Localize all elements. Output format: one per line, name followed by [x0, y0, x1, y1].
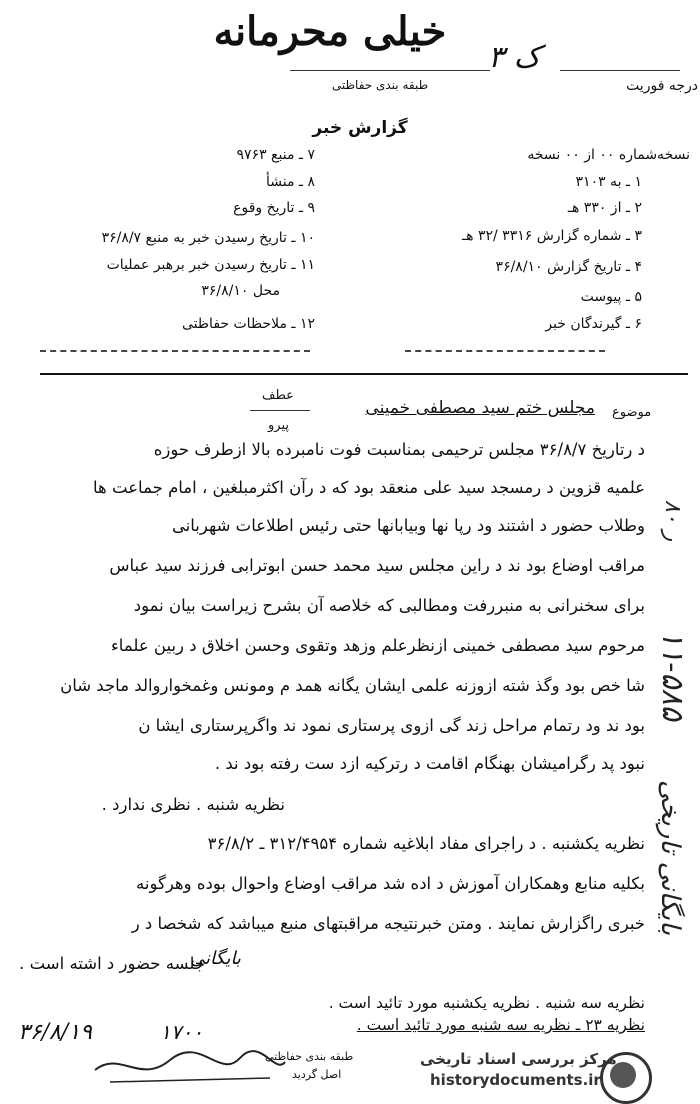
opinion-line: خبری راگزارش نمایند . ومتن خبرنتیجه مراقبتهای منبع میباشد که شخصا د ر — [131, 914, 645, 933]
report-title: گزارش خبر — [312, 118, 408, 138]
field-origin: ۸ ـ منشأ — [265, 174, 315, 190]
document-title: خیلی محرمانه — [213, 8, 447, 55]
body-line: مرحوم سید مصطفی خمینی ازنظرعلم وزهد وتقوی وحسن اخلاق د ربین علماء — [111, 636, 645, 655]
opinion-saturday: نظریه شنبه . نظری ندارد . — [101, 795, 285, 814]
field-security-notes: ۱۲ ـ ملاحظات حفاظتی — [182, 316, 315, 332]
field-attachment: ۵ ـ پیوست — [580, 289, 642, 305]
signature-scribble — [90, 1040, 290, 1090]
handnote-left: ۱۷۰۰ — [160, 1020, 203, 1044]
opinion-line: بکلیه منابع وهمکاران آموزش د اده شد مراقب اوضاع واحوال بوده وهرگونه — [136, 874, 645, 893]
body-line: علمیه قزوین د رمسجد سید علی منعقد بود که د رآن اکثرمبلغین ، امام جماعت ها — [93, 478, 645, 497]
field-report-number: ۳ ـ شماره گزارش ۳۳۱۶ /۳۲ هـ — [462, 228, 642, 244]
header-divider — [40, 373, 688, 375]
body-line: برای سخنرانی به منبررفت ومطالبی که خلاصه آن بشرح زیراست بیان نمود — [133, 596, 645, 615]
field-copy-number: نسخه‌شماره ۰۰ از ۰۰ نسخه — [527, 147, 690, 163]
subject-ref-peyro: پیرو — [268, 418, 289, 433]
field-source: ۷ ـ منبع ۹۷۶۳ — [236, 147, 315, 163]
field-event-date: ۹ ـ تاریخ وقوع — [233, 200, 315, 216]
opinion-sunday: نظریه یکشنبه . د راجرای مفاد ابلاغیه شماره ۳۱۲/۴۹۵۴ ـ ۳۶/۸/۲ — [207, 834, 645, 853]
signature-date: ۳۶/۸/۱۹ — [18, 1020, 92, 1045]
header-divider-dashed — [40, 350, 310, 352]
body-line: مراقب اوضاع بود ند د راین مجلس سید محمد حسن ابوترابی فرزند سید عباس — [109, 556, 645, 575]
field-recipients: ۶ ـ گیرندگان خبر — [545, 316, 642, 332]
field-date-received-leader: ۱۱ ـ تاریخ رسیدن خبر برهبر عملیات — [106, 257, 315, 273]
footer-seal-caption: اصل گردید — [292, 1068, 342, 1081]
margin-vertical-note: بایگانی تاریخی — [655, 780, 685, 936]
handwritten-number: ۳ ک — [488, 40, 541, 75]
subject-ref-divider — [250, 410, 310, 411]
urgency-label: درجه فوریت — [626, 78, 698, 94]
subject-ref-atf: عطف — [262, 388, 294, 403]
body-line: نبود پد رگرامیشان بهنگام اقامت د رترکیه ازد ست رفته بود ند . — [214, 754, 645, 773]
header-divider-dashed-right — [405, 350, 605, 352]
footer-tuesday-opinion: نظریه سه شنبه . نظریه یکشنبه مورد تائید است . — [328, 994, 645, 1012]
watermark-org: مرکز بررسی اسناد تاریخی — [420, 1050, 617, 1068]
footer-final-opinion: نظریه ۲۳ ـ نظریه سه شنبه مورد تائید است . — [356, 1016, 645, 1034]
footer-seal-text: طبقه بندی حفاظتی — [265, 1050, 354, 1063]
body-line: وطلاب حضور د اشتند ود رپا نها وبیابانها حتی رئیس اطلاعات شهربانی — [171, 516, 645, 535]
field-date-received-source: ۱۰ ـ تاریخ رسیدن خبر به منبع ۳۶/۸/۷ — [101, 230, 315, 246]
body-line: د رتاریخ ۳۶/۸/۷ مجلس ترحیمی بمناسبت فوت نامبرده بالا ازطرف حوزه — [153, 440, 645, 459]
field-to: ۱ ـ به ۳۱۰۳ — [575, 174, 642, 190]
subject-text: مجلس ختم سید مصطفی خمینی — [365, 398, 595, 418]
watermark-url: historydocuments.ir — [430, 1071, 601, 1089]
margin-number: ۱۱-۵۸۵ — [655, 630, 690, 721]
body-line: بود ند ود رتمام مراحل زند گی ازوی پرستاری نمود ند واگرپرستاری ایشا ن — [138, 716, 645, 735]
handnote-top: بایگانی — [190, 948, 241, 969]
classification-label: طبقه بندی حفاظتی — [331, 78, 429, 92]
classification-underline — [290, 70, 490, 71]
subject-label: موضوع — [612, 405, 652, 420]
field-location: محل ۳۶/۸/۱۰ — [201, 283, 280, 299]
body-line: شا خص بود وگذ شته ازوزنه علمی ایشان یگانه همد م ومونس وغمخواروالد ماجد شان — [60, 676, 645, 695]
field-from: ۲ ـ از ۳۳۰ هـ — [567, 200, 642, 216]
field-report-date: ۴ ـ تاریخ گزارش ۳۶/۸/۱۰ — [495, 259, 642, 275]
urgency-underline — [560, 70, 680, 71]
opinion-line: جلسه حضور د اشته است . — [19, 954, 205, 973]
margin-side-mark: ر ۸۰ — [660, 500, 685, 542]
